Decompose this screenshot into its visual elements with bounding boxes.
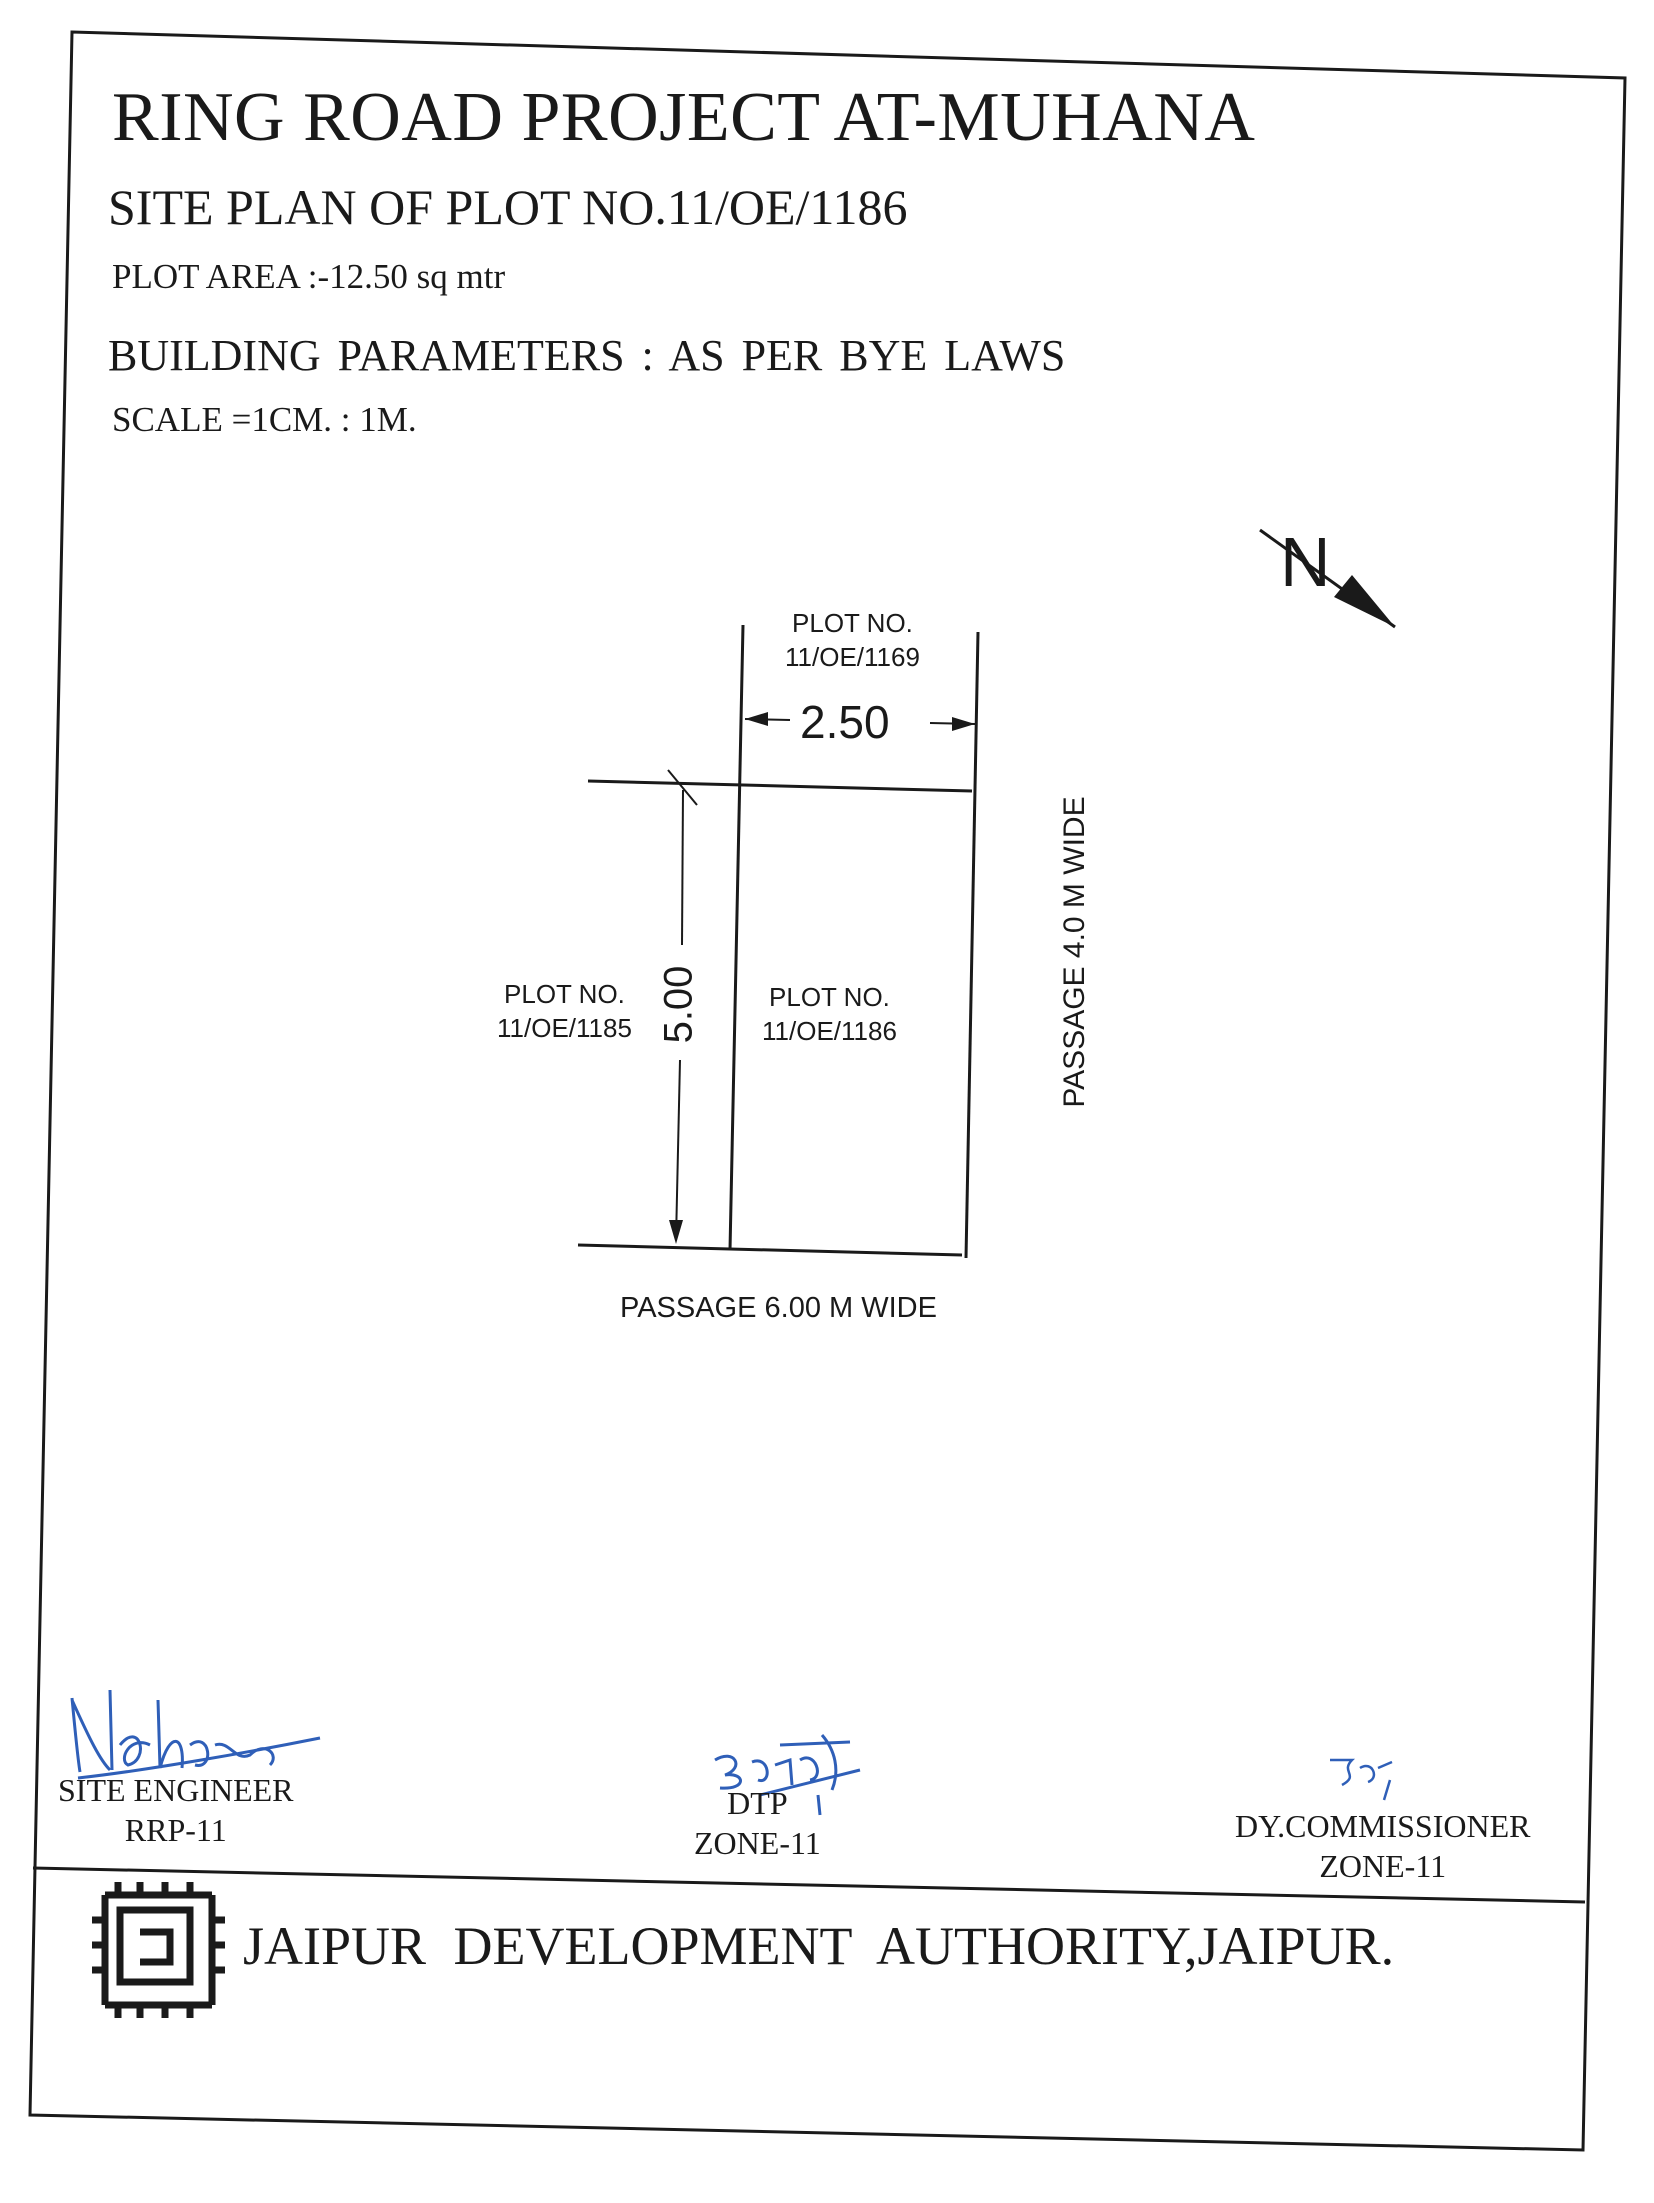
site-engineer-line1: SITE ENGINEER: [58, 1772, 294, 1808]
authority-name: JAIPUR DEVELOPMENT AUTHORITY,JAIPUR.: [243, 1916, 1395, 1976]
dtp-line1: DTP: [727, 1785, 788, 1821]
plot-left-line1: PLOT NO.: [504, 979, 625, 1009]
plot-top-label: [785, 606, 920, 674]
page-subtitle: SITE PLAN OF PLOT NO.11/OE/1186: [108, 179, 908, 235]
plot-left-label: [497, 977, 632, 1045]
scale-text: SCALE =1CM. : 1M.: [112, 400, 417, 439]
page-title: RING ROAD PROJECT AT-MUHANA: [112, 79, 1256, 156]
site-engineer-signature: [72, 1690, 320, 1778]
plot-left-line2: 11/OE/1185: [497, 1013, 632, 1043]
dy-commissioner-title: [1235, 1806, 1530, 1886]
plot-bottom-boundary: [578, 1245, 962, 1255]
passage-bottom-label: PASSAGE 6.00 M WIDE: [620, 1292, 937, 1324]
plot-main-label: [762, 980, 897, 1048]
passage-right-label: PASSAGE 4.0 M WIDE: [1058, 796, 1091, 1108]
length-dimension-label: 5.00: [656, 965, 701, 1044]
plot-left-boundary: [730, 625, 743, 1250]
site-engineer-title: [58, 1770, 294, 1850]
jda-logo-icon: [92, 1882, 225, 2018]
north-label: N: [1280, 523, 1331, 601]
dy-commissioner-signature: [1330, 1760, 1392, 1800]
dy-commissioner-line2: ZONE-11: [1319, 1848, 1447, 1884]
building-parameters-text: BUILDING PARAMETERS : AS PER BYE LAWS: [108, 331, 1066, 380]
plot-top-line2: 11/OE/1169: [785, 642, 920, 672]
dy-commissioner-line1: DY.COMMISSIONER: [1235, 1808, 1531, 1844]
plot-top-boundary: [588, 781, 972, 791]
plot-main-line1: PLOT NO.: [769, 982, 890, 1012]
plot-top-line1: PLOT NO.: [792, 608, 913, 638]
plot-area-text: PLOT AREA :-12.50 sq mtr: [112, 257, 506, 296]
width-dimension-label: 2.50: [800, 696, 890, 748]
plot-main-line2: 11/OE/1186: [762, 1016, 897, 1046]
site-engineer-line2: RRP-11: [124, 1812, 227, 1848]
dtp-title: [694, 1783, 821, 1863]
dtp-line2: ZONE-11: [694, 1825, 821, 1861]
